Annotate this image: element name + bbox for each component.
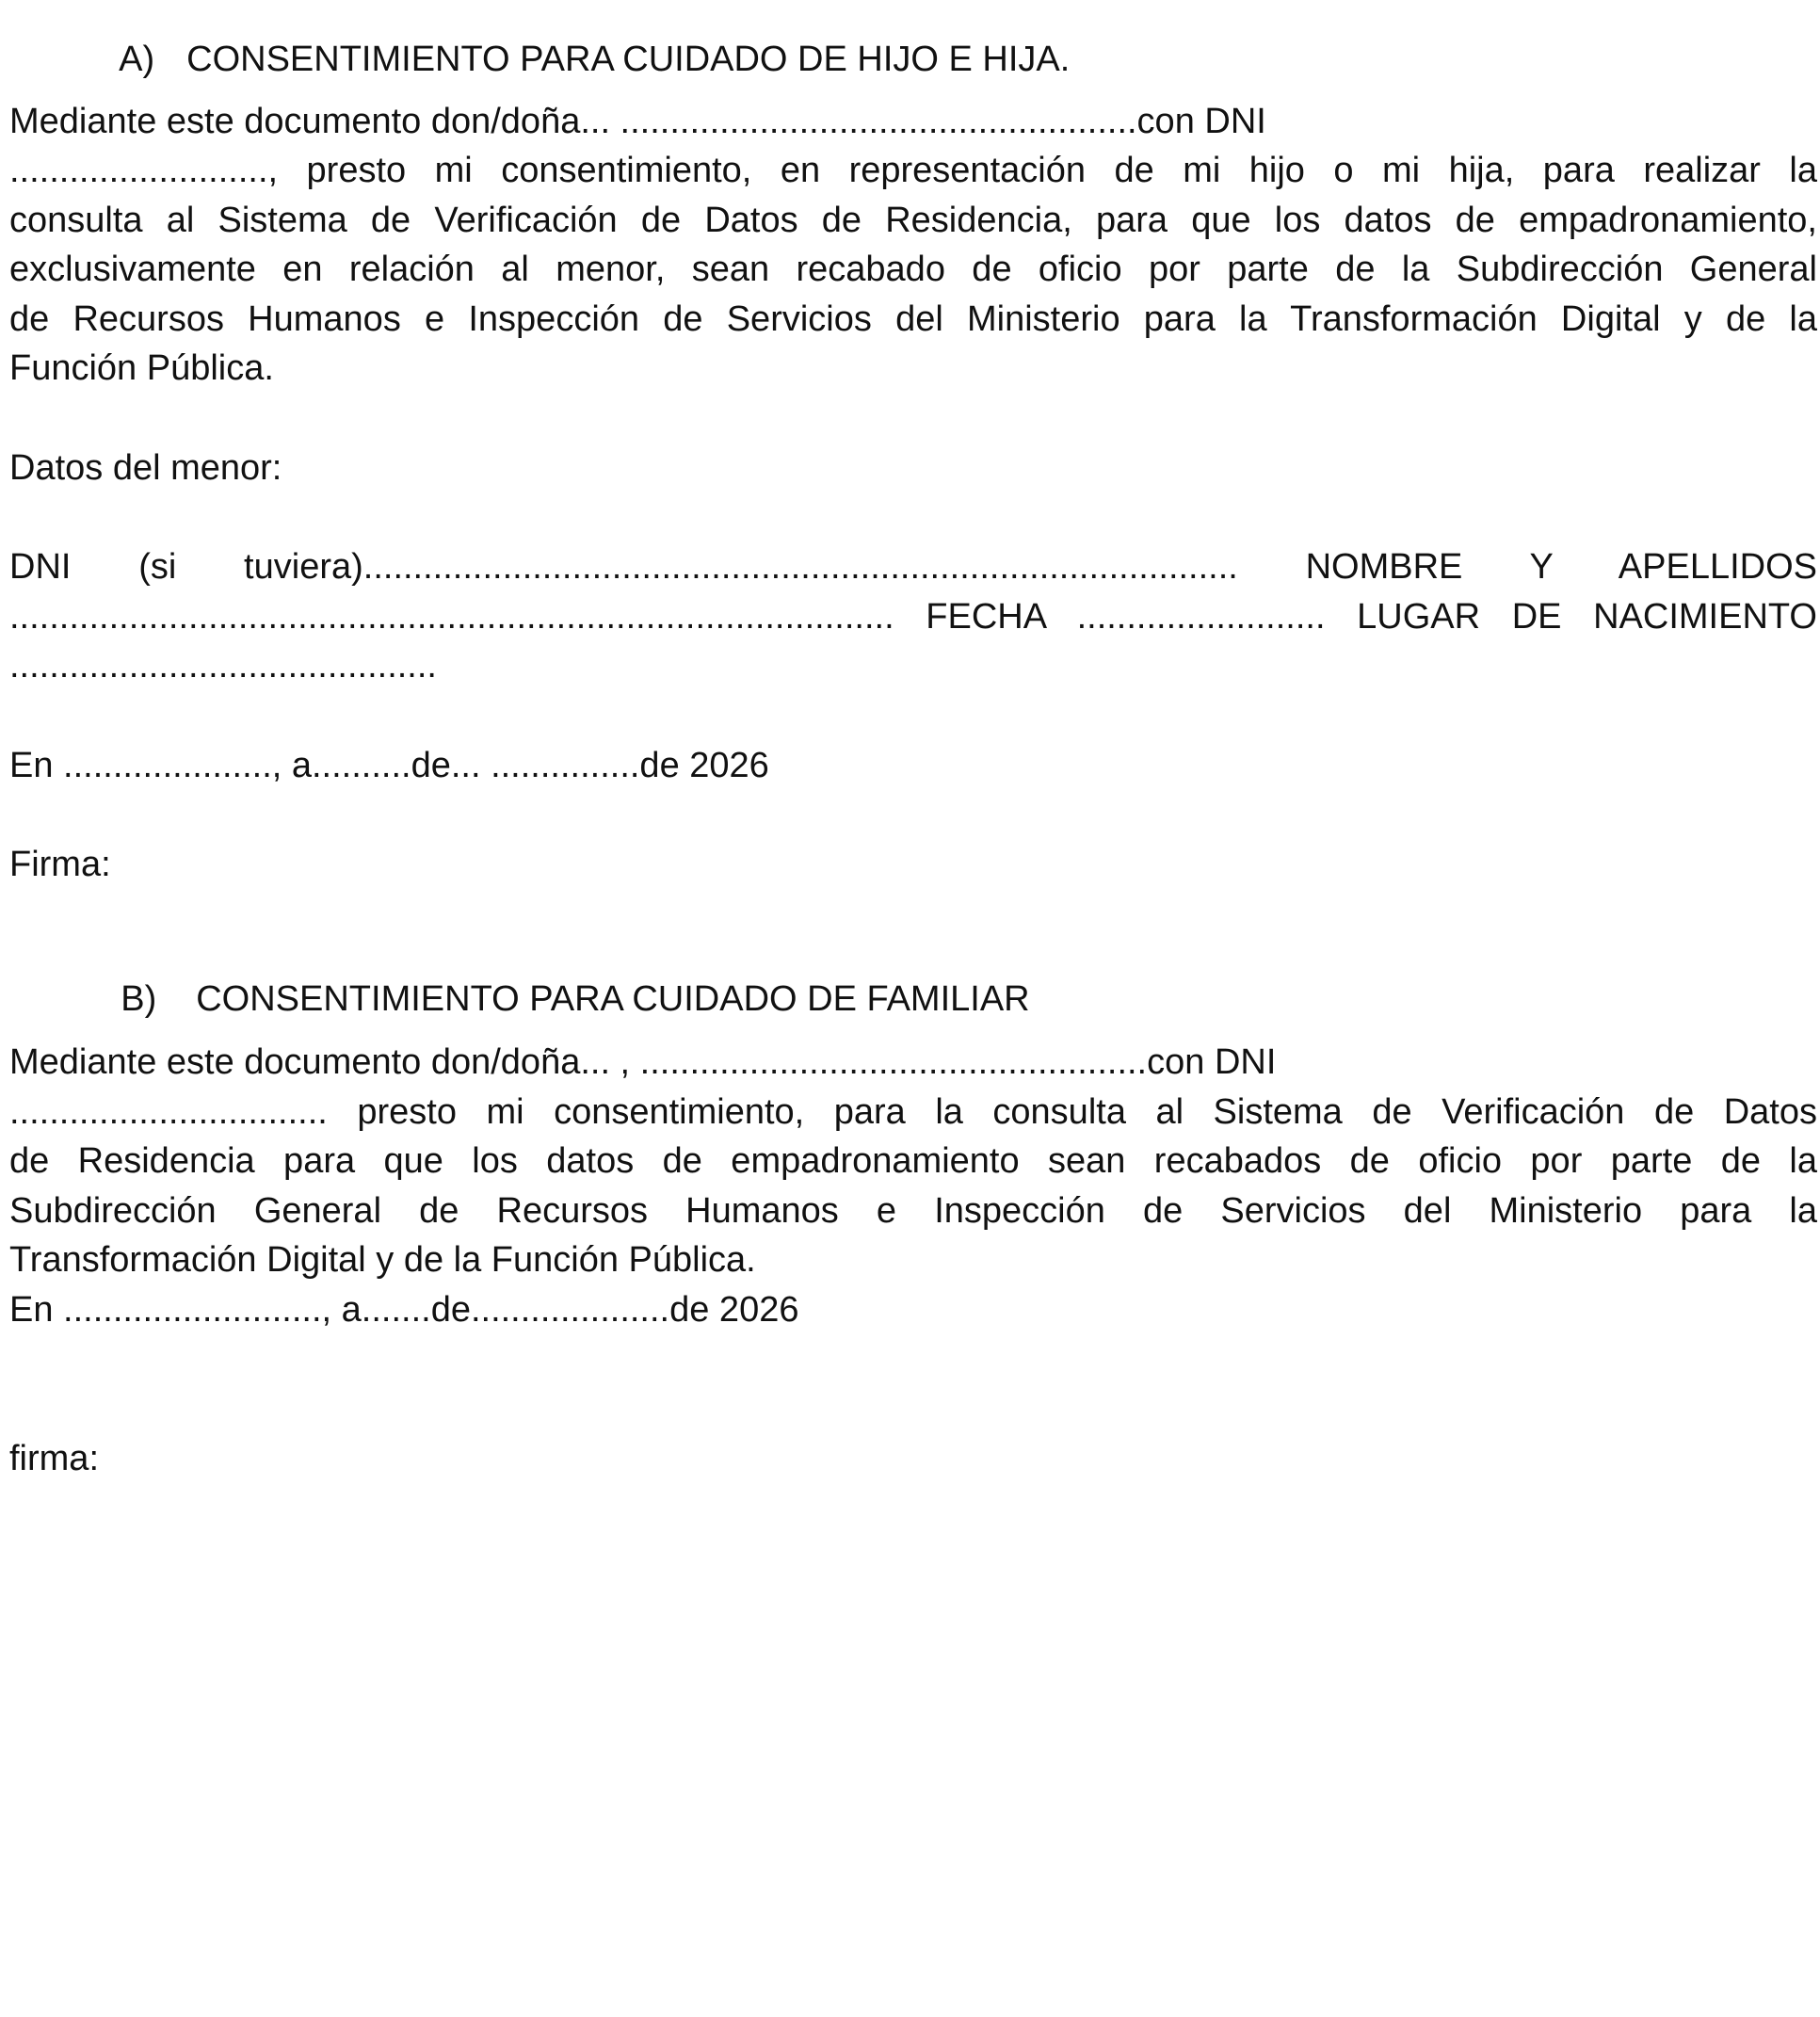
section-a-para-line-1: Mediante este documento don/doña... ....................................................con DNI — [9, 102, 1266, 141]
section-b-date-line: En .........................., a.......de....................de 2026 — [9, 1290, 799, 1330]
section-b-para-line-1: Mediante este documento don/doña... , ...................................................con DNI — [9, 1042, 1277, 1082]
consent-document — [9, 0, 1820, 2017]
section-a-date-line: En ....................., a..........de... ...............de 2026 — [9, 746, 769, 785]
section-a-para-line-6: Función Pública. — [9, 348, 274, 388]
section-b-signature-label: firma: — [9, 1439, 99, 1478]
datos-menor-line-3: ........................................... — [9, 646, 437, 686]
section-b-para-line-2: ................................ presto mi consentimiento, para la consulta al Sistema de Verificación de Datos — [9, 1092, 1817, 1132]
section-a-para-line-4: exclusivamente en relación al menor, sean recabado de oficio por parte de la Subdirección General — [9, 250, 1817, 289]
datos-menor-line-1: DNI (si tuviera)........................................................................................ NOMBRE Y APELLIDOS — [9, 547, 1817, 587]
datos-menor-label: Datos del menor: — [9, 448, 282, 488]
section-a-title: CONSENTIMIENTO PARA CUIDADO DE HIJO E HIJA. — [186, 40, 1071, 79]
section-a-signature-label: Firma: — [9, 845, 111, 884]
section-b-para-line-3: de Residencia para que los datos de empadronamiento sean recabados de oficio por parte de la — [9, 1141, 1817, 1181]
section-b-para-line-4: Subdirección General de Recursos Humanos e Inspección de Servicios del Ministerio para la — [9, 1191, 1817, 1231]
section-b-letter: B) — [121, 979, 157, 1019]
section-a-heading — [81, 6, 1070, 113]
section-b-title: CONSENTIMIENTO PARA CUIDADO DE FAMILIAR — [196, 979, 1030, 1019]
section-b-heading — [81, 945, 1030, 1053]
section-a-para-line-3: consulta al Sistema de Verificación de Datos de Residencia, para que los datos de empadronamiento, — [9, 201, 1817, 240]
datos-menor-line-2: ......................................................................................... FECHA ......................... LUGAR DE NACIMIENTO — [9, 597, 1817, 637]
section-b-para-line-5: Transformación Digital y de la Función Pública. — [9, 1240, 756, 1280]
section-a-para-line-2: .........................., presto mi consentimiento, en representación de mi hijo o mi hija, para realizar la — [9, 151, 1817, 190]
section-a-para-line-5: de Recursos Humanos e Inspección de Servicios del Ministerio para la Transformación Digital y de la — [9, 299, 1817, 339]
section-a-letter: A) — [119, 40, 155, 79]
